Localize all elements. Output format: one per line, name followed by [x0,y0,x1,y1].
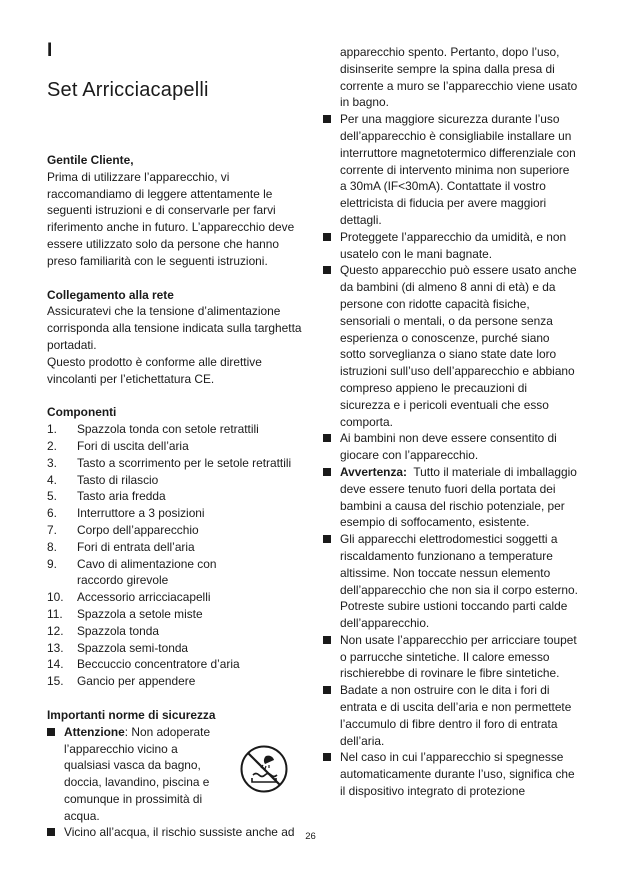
list-item: Badate a non ostruire con le dita i fori di entrata e di uscita dell’aria e non permettete l’accumulo di fibre dentro il foro di entrata dell’aria. [323,682,578,749]
attention-text: : Non adoperate l’apparecchio vicino a qualsiasi vasca da bagno, doccia, lavandino, piscina e comunque in prossimità di acqua. [64,724,211,823]
list-item: 1. Spazzola tonda con setole retrattili [47,422,259,437]
list-item: 4. Tasto di rilascio [47,472,159,487]
list-item: 12. Spazzola tonda [47,623,159,638]
intro-heading: Gentile Cliente, [47,153,134,167]
near-water-text: Vicino all’acqua, il rischio sussiste anche ad [64,825,295,840]
list-item: 7. Corpo dell’apparecchio [47,522,199,537]
connection-text: Assicuratevi che la tensione d’alimentazione corrisponda alla tensione indicata sulla targhetta portadati. [47,304,302,352]
safety-list-continued [323,111,581,800]
components-list [47,421,307,690]
list-item: Gli apparecchi elettrodomestici soggetti a riscaldamento funzionano a temperature altissime. Non toccate nessun elemento dell’apparecchio che non sia il corpo esterno. Potreste subire ustioni toccando parti calde dell’apparecchio. [323,531,578,632]
connection-heading: Collegamento alla rete [47,287,174,302]
list-item: 6. Interruttore a 3 posizioni [47,506,205,521]
intro-text: Prima di utilizzare l’apparecchio, vi raccomandiamo di leggere attentamente le seguenti istruzioni e di conservarle per farvi riferimento anche in futuro. L’apparecchio deve essere utilizzato solo da persone che hanno preso familiarità con le seguenti istruzioni. [47,169,295,268]
list-item: 9. Cavo di alimentazione con raccordo girevole [47,556,217,588]
components-heading: Componenti [47,405,117,420]
warning-text: Tutto il materiale di imballaggio deve essere tenuto fuori della portata dei bambini a causa del rischio potenziale, per esempio di soffocamento, esistente. [340,464,581,530]
list-item: 2. Fori di uscita dell’aria [47,438,189,453]
list-item: 8. Fori di entrata dell’aria [47,539,195,554]
right-column [323,44,581,800]
list-item: 14. Beccuccio concentratore d’aria [47,657,240,672]
warning-label: Avvertenza: [340,464,407,479]
list-item: Ai bambini non deve essere consentito di giocare con l’apparecchio. [323,430,578,464]
list-item: Per una maggiore sicurezza durante l’uso dell’apparecchio è consigliabile installare un interruttore magnetotermico differenziale con corrente di intervento minima non superiore a 30mA (IF<30mA). Contattate il vostro elettricista di fiducia per avere maggiori dettagli. [323,111,578,229]
language-marker: I [47,40,53,61]
list-item: Non usate l’apparecchio per arricciare toupet o parrucche sintetiche. Il calore emesso rischierebbe di rovinare le fibre sintetiche. [323,632,578,682]
no-shower-water-icon [239,744,289,794]
list-item: 5. Tasto aria fredda [47,489,166,504]
list-item: Questo apparecchio può essere usato anche da bambini (di almeno 8 anni di età) e da persone con ridotte capacità fisiche, sensoriali o mentali, o da persone senza esperienza o conoscenze, purché siano sotto sorveglianza o siano state date loro istruzioni sull’uso dell’apparecchio e abbiano compreso appieno le precauzioni di sicurezza e i pericoli eventuali che esso comporta. [323,262,578,430]
list-item: Nel caso in cui l’apparecchio si spegnesse automaticamente durante l’uso, significa che il dispositivo integrato di protezione [323,749,578,799]
attention-label: Attenzione [64,724,125,739]
page-number: 26 [305,831,316,842]
continuation-text: apparecchio spento. Pertanto, dopo l’uso, disinserite sempre la spina dalla presa di corrente a muro se l’apparecchio viene usato in bagno. [340,45,578,110]
list-item: 13. Spazzola semi-tonda [47,640,189,655]
safety-block [47,724,307,842]
list-item: 10. Accessorio arricciacapelli [47,590,211,605]
list-item: Proteggete l’apparecchio da umidità, e non usatelo con le mani bagnate. [323,229,578,263]
safety-heading: Importanti norme di sicurezza [47,707,216,722]
document-title: Set Arricciacapelli [47,79,209,101]
list-item: 15. Gancio per appendere [47,674,196,689]
list-item [323,464,581,531]
ce-conformity-text: Questo prodotto è conforme alle direttive vincolanti per l’etichettatura CE. [47,354,262,386]
list-item: 11. Spazzola a setole miste [47,606,203,621]
left-column [47,152,307,841]
list-item: 3. Tasto a scorrimento per le setole retrattili [47,455,292,470]
